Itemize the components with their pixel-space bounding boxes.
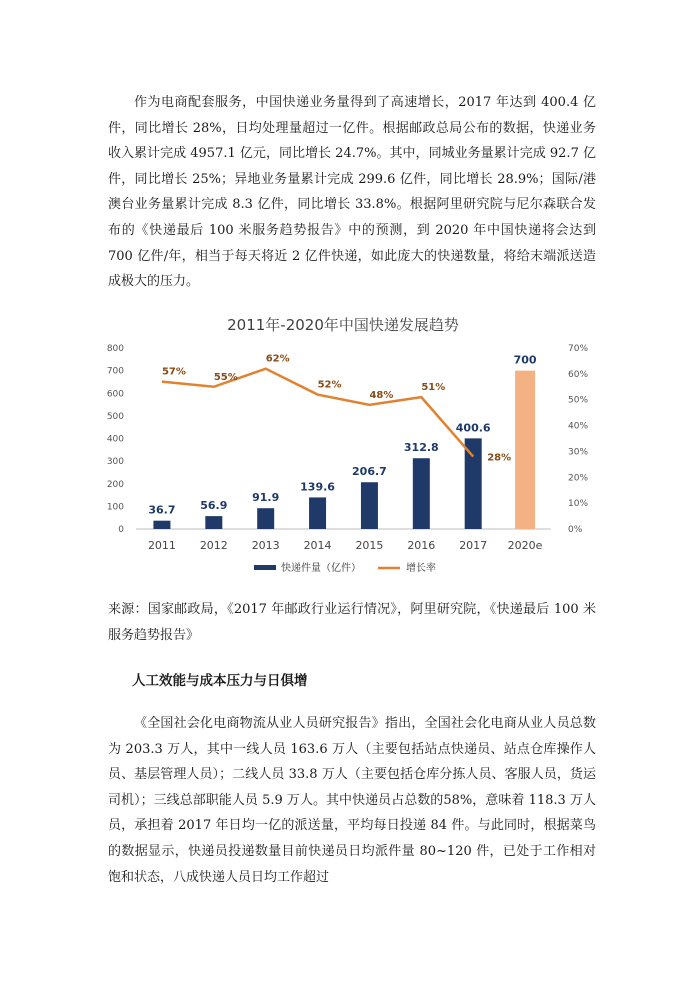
right-tick-label: 30% bbox=[568, 447, 589, 458]
left-tick-label: 100 bbox=[106, 502, 124, 513]
left-tick-label: 0 bbox=[118, 525, 124, 535]
growth-rate-labels bbox=[162, 354, 511, 464]
x-tick-label: 2014 bbox=[303, 539, 332, 552]
right-tick-label: 60% bbox=[568, 369, 589, 380]
x-tick-label: 2011 bbox=[147, 539, 176, 552]
bar bbox=[413, 458, 430, 529]
right-axis-ticks bbox=[568, 344, 588, 535]
growth-rate-label: 48% bbox=[369, 389, 394, 401]
growth-rate-label: 28% bbox=[487, 452, 512, 464]
legend bbox=[254, 561, 436, 574]
growth-rate-label: 51% bbox=[421, 382, 446, 394]
x-tick-label: 2017 bbox=[459, 539, 488, 552]
bar-value-label: 36.7 bbox=[148, 503, 176, 517]
bar-value-label: 91.9 bbox=[252, 491, 280, 505]
legend-line-label: 增长率 bbox=[406, 563, 436, 574]
left-tick-label: 700 bbox=[106, 366, 124, 377]
right-tick-label: 40% bbox=[568, 421, 589, 432]
bar bbox=[309, 497, 326, 529]
bar-value-label: 400.6 bbox=[455, 421, 491, 435]
growth-rate-label: 52% bbox=[317, 379, 342, 391]
growth-rate-label: 57% bbox=[161, 366, 186, 378]
bar bbox=[465, 438, 482, 529]
left-axis-ticks bbox=[107, 344, 124, 535]
growth-rate-label: 62% bbox=[265, 353, 290, 365]
bar-value-label: 312.8 bbox=[403, 441, 439, 455]
x-axis-labels bbox=[148, 539, 543, 552]
right-tick-label: 20% bbox=[568, 473, 589, 484]
growth-rate-label: 55% bbox=[213, 371, 238, 383]
bar bbox=[153, 521, 170, 529]
legend-bar-label: 快递件量（亿件） bbox=[281, 563, 361, 574]
bar bbox=[257, 508, 274, 529]
body-paragraph: 《全国社会化电商物流从业人员研究报告》指出，全国社会化电商从业人员总数为 203.3 万人，其中一线人员 163.6 万人（主要包括站点快递员、站点仓库操作人员、基层管理人员）；二线人员 33.8 万人（主要包括仓库分拣人员、客服人员，货运司机）；三线总部职能人员 5.9 万人。其中快递员占总数的58%，意味着 118.3 万人员，承担着 2017 年日均一亿的派送量，平均每日投递 84 件。与此同时，根据菜鸟的数据显示，快递员投递数量目前快递员日均派件量 80~120 件，已处于工作相对饱和状态，八成快递人员日均工作超过 bbox=[108, 716, 596, 885]
right-tick-label: 0% bbox=[568, 525, 583, 535]
bar bbox=[361, 482, 378, 529]
right-tick-label: 50% bbox=[568, 395, 589, 406]
left-tick-label: 400 bbox=[106, 434, 124, 445]
intro-paragraph: 作为电商配套服务，中国快递业务量得到了高速增长，2017 年达到 400.4 亿件，同比增长 28%，日均处理量超过一亿件。根据邮政总局公布的数据，快递业务收入累计完成 4957.1 亿元，同比增长 24.7%。其中，同城业务量累计完成 92.7 亿件，同比增长 25%；异地业务量累计完成 299.6 亿件，同比增长 28.9%；国际/港澳台业务量累计完成 8.3 亿件，同比增长 33.8%。根据阿里研究院与尼尔森联合发布的《快递最后 100 米服务趋势报告》中的预测，到 2020 年中国快递将会达到 700 亿件/年，相当于每天将近 2 亿件快递，如此庞大的快递数量，将给末端派送造成极大的压力。 bbox=[108, 95, 596, 290]
right-tick-label: 10% bbox=[568, 499, 589, 510]
bar-value-label: 206.7 bbox=[352, 465, 387, 479]
left-tick-label: 600 bbox=[106, 389, 124, 400]
bar bbox=[205, 516, 222, 529]
source-note: 来源：国家邮政局，《2017 年邮政行业运行情况》，阿里研究院，《快递最后 100 米服务趋势报告》 bbox=[108, 602, 596, 643]
bar-value-label: 56.9 bbox=[200, 499, 228, 513]
left-tick-label: 200 bbox=[106, 479, 124, 490]
chart-title: 2011年-2020年中国快递发展趋势 bbox=[227, 316, 459, 334]
x-tick-label: 2020e bbox=[507, 539, 543, 552]
left-tick-label: 800 bbox=[106, 344, 124, 354]
right-tick-label: 70% bbox=[568, 344, 589, 354]
legend-bar-swatch bbox=[254, 565, 276, 570]
x-tick-label: 2015 bbox=[355, 539, 384, 552]
bar-value-label: 700 bbox=[513, 353, 537, 367]
bar-value-label: 139.6 bbox=[300, 480, 335, 494]
express-trend-chart bbox=[106, 300, 596, 590]
x-tick-label: 2016 bbox=[407, 539, 436, 552]
bar bbox=[515, 371, 535, 529]
x-tick-label: 2013 bbox=[251, 539, 280, 552]
section-title: 人工效能与成本压力与日俱增 bbox=[132, 673, 308, 689]
x-tick-label: 2012 bbox=[199, 539, 228, 552]
left-tick-label: 500 bbox=[106, 411, 124, 422]
left-tick-label: 300 bbox=[106, 457, 124, 468]
